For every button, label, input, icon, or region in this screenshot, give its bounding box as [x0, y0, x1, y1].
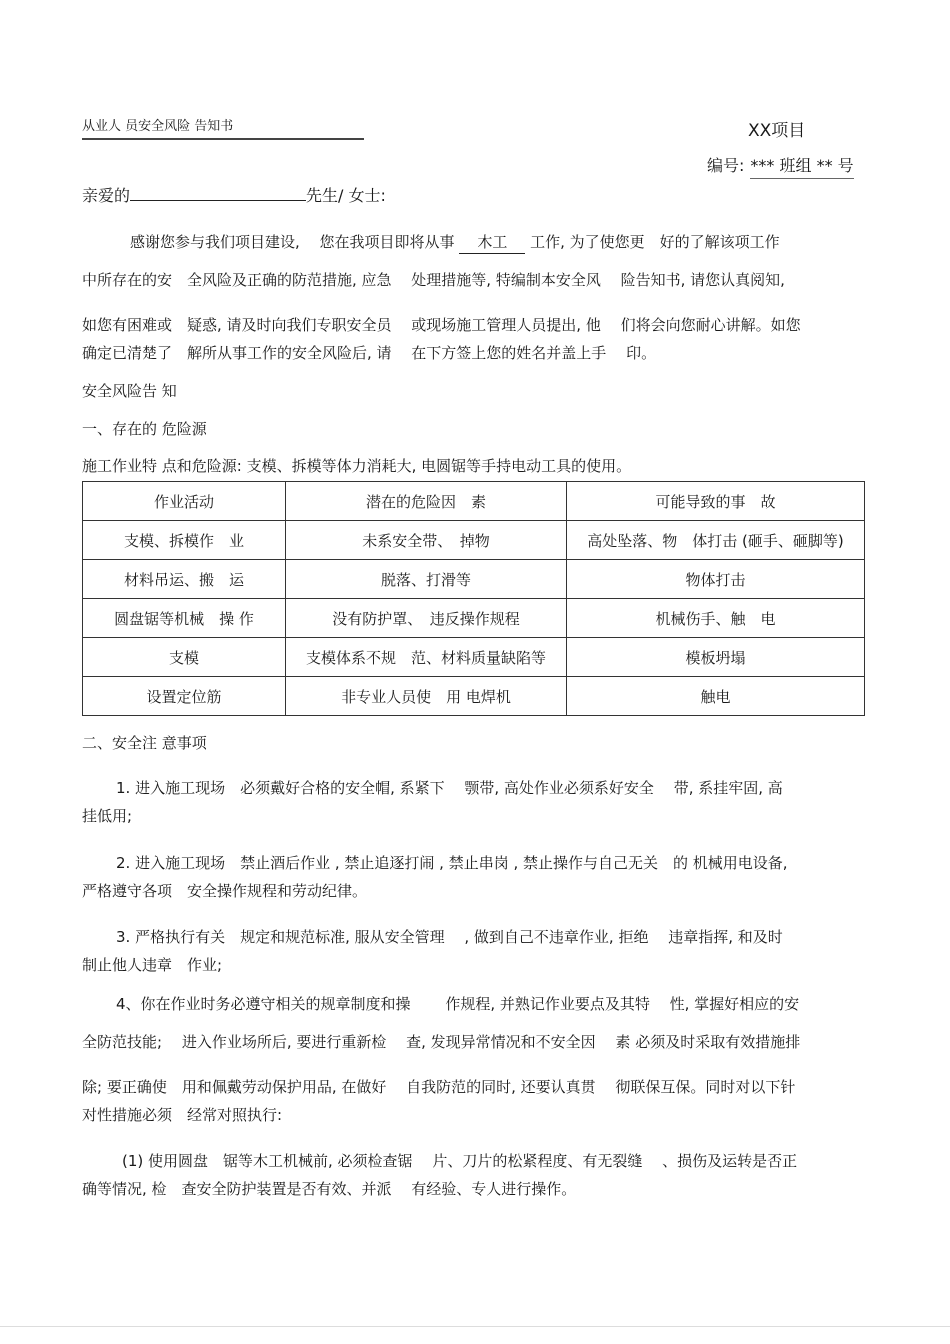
- table-cell: 未系安全带、 掉物: [286, 521, 567, 560]
- risk-table: [82, 481, 865, 716]
- greeting-suffix: 先生/ 女士:: [306, 186, 386, 205]
- document-number-label: 编号:: [707, 156, 745, 175]
- document-number-value: *** 班组 ** 号: [750, 153, 853, 179]
- intro-line-4: 确定已清楚了 解所从事工作的安全风险后, 请 在下方签上您的姓名并盖上手 印。: [82, 344, 657, 362]
- notice-item-3-line-1: 3. 严格执行有关 规定和规范标准, 服从安全管理 , 做到自己不违章作业, 拒绝 违章指挥, 和及时: [116, 928, 783, 946]
- table-header-cell: 潜在的危险因 素: [286, 482, 567, 521]
- table-row: [83, 521, 865, 560]
- document-title: 从业人 员安全风险 告知书: [82, 119, 234, 134]
- notice-item-2-line-2: 严格遵守各项 安全操作规程和劳动纪律。: [82, 882, 368, 900]
- table-row: [83, 560, 865, 599]
- table-cell: 脱落、打滑等: [286, 560, 567, 599]
- table-header-cell: 可能导致的事 故: [567, 482, 865, 521]
- job-blank: 木工: [459, 231, 525, 254]
- title-underline: [82, 138, 364, 140]
- table-row: [83, 677, 865, 716]
- table-header-row: [83, 482, 865, 521]
- table-cell: 物体打击: [567, 560, 865, 599]
- table-row: [83, 599, 865, 638]
- intro-line-1: [130, 231, 780, 254]
- notice-item-1-line-2: 挂低用;: [82, 807, 133, 825]
- section-2-heading: 二、安全注 意事项: [82, 734, 207, 752]
- notice-item-4-line-2: 全防范技能; 进入作业场所后, 要进行重新检 查, 发现异常情况和不安全因 素 必须及时采取有效措施排: [82, 1033, 801, 1051]
- greeting-line: [82, 183, 386, 206]
- intro-line-3: 如您有困难或 疑惑, 请及时向我们专职安全员 或现场施工管理人员提出, 他 们将会向您耐心讲解。如您: [82, 316, 801, 334]
- notice-item-1-line-1: 1. 进入施工现场 必须戴好合格的安全帽, 系紧下 颚带, 高处作业必须系好安全 带, 系挂牢固, 高: [116, 779, 783, 797]
- notice-item-3-line-2: 制止他人违章 作业;: [82, 956, 223, 974]
- notice-item-2-line-1: 2. 进入施工现场 禁止酒后作业 , 禁止追逐打闹 , 禁止串岗 , 禁止操作与自己无关 的 机械用电设备,: [116, 854, 788, 872]
- table-cell: 模板坍塌: [567, 638, 865, 677]
- measure-1-line-1: (1) 使用圆盘 锯等木工机械前, 必须检查锯 片、刀片的松紧程度、有无裂缝 、损伤及运转是否正: [122, 1152, 798, 1170]
- notice-item-4-line-4: 对性措施必须 经常对照执行:: [82, 1106, 283, 1124]
- table-cell: 设置定位筋: [83, 677, 286, 716]
- table-row: [83, 638, 865, 677]
- table-cell: 触电: [567, 677, 865, 716]
- greeting-prefix: 亲爱的: [82, 186, 131, 205]
- document-number: [707, 153, 854, 179]
- intro-line-1-start: 感谢您参与我们项目建设, 您在我项目即将从事: [130, 233, 460, 251]
- notice-item-4-line-1: 4、你在作业时务必遵守相关的规章制度和操 作规程, 并熟记作业要点及其特 性, 掌握好相应的安: [116, 995, 800, 1013]
- table-cell: 没有防护罩、 违反操作规程: [286, 599, 567, 638]
- project-name: XX项目: [748, 121, 806, 141]
- table-cell: 高处坠落、物 体打击 (砸手、砸脚等): [567, 521, 865, 560]
- table-cell: 支模体系不规 范、材料质量缺陷等: [286, 638, 567, 677]
- intro-line-1-end: 工作, 为了使您更 好的了解该项工作: [525, 233, 780, 251]
- intro-line-2: 中所存在的安 全风险及正确的防范措施, 应急 处理措施等, 特编制本安全风 险告知书, 请您认真阅知,: [82, 271, 785, 289]
- table-cell: 支模: [83, 638, 286, 677]
- name-blank: [130, 186, 306, 201]
- page-edge-divider: [0, 1326, 950, 1327]
- table-cell: 圆盘锯等机械 操 作: [83, 599, 286, 638]
- section-1-heading: 一、存在的 危险源: [82, 420, 207, 438]
- section-title: 安全风险告 知: [82, 382, 177, 400]
- table-cell: 支模、拆模作 业: [83, 521, 286, 560]
- table-cell: 非专业人员使 用 电焊机: [286, 677, 567, 716]
- table-cell: 材料吊运、搬 运: [83, 560, 286, 599]
- notice-item-4-line-3: 除; 要正确使 用和佩戴劳动保护用品, 在做好 自我防范的同时, 还要认真贯 彻联保互保。同时对以下针: [82, 1078, 796, 1096]
- table-header-cell: 作业活动: [83, 482, 286, 521]
- section-1-description: 施工作业特 点和危险源: 支模、拆模等体力消耗大, 电圆锯等手持电动工具的使用。: [82, 457, 632, 475]
- measure-1-line-2: 确等情况, 检 查安全防护装置是否有效、并派 有经验、专人进行操作。: [82, 1180, 577, 1198]
- table-cell: 机械伤手、触 电: [567, 599, 865, 638]
